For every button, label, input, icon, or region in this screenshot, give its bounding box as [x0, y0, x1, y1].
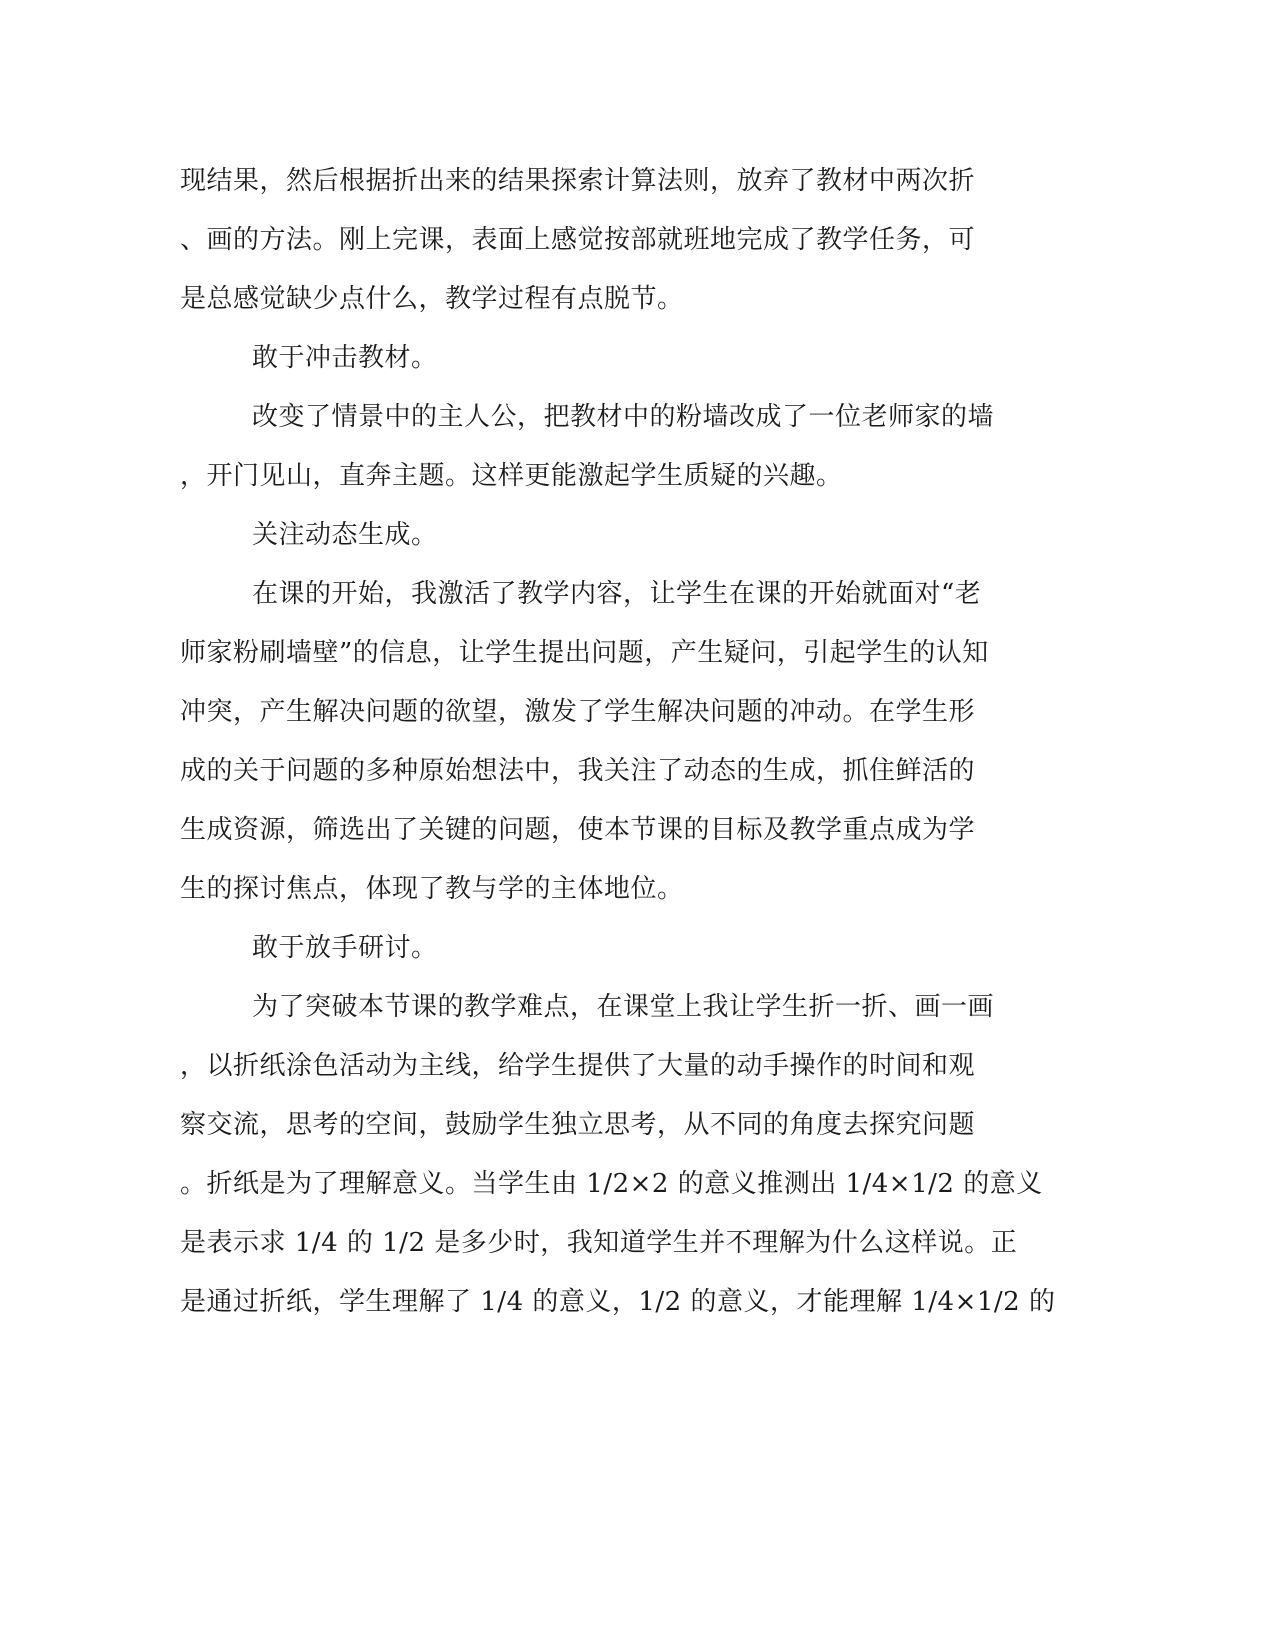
body-text-line: 是通过折纸，学生理解了 1/4 的意义，1/2 的意义，才能理解 1/4×1/2 的 — [180, 1287, 1056, 1317]
section-heading: 关注动态生成。 — [252, 520, 438, 550]
body-text-line: 为了突破本节课的教学难点，在课堂上我让学生折一折、画一画 — [252, 992, 995, 1022]
body-text-line: 。折纸是为了理解意义。当学生由 1/2×2 的意义推测出 1/4×1/2 的意义 — [180, 1169, 1043, 1199]
body-text-line: 、画的方法。刚上完课，表面上感觉按部就班地完成了教学任务，可 — [180, 225, 976, 255]
section-heading: 敢于放手研讨。 — [252, 933, 438, 963]
body-text-line: 是表示求 1/4 的 1/2 是多少时，我知道学生并不理解为什么这样说。正 — [180, 1228, 1018, 1258]
body-text-line: ，开门见山，直奔主题。这样更能激起学生质疑的兴趣。 — [180, 461, 843, 491]
body-text-line: 冲突，产生解决问题的欲望，激发了学生解决问题的冲动。在学生形 — [180, 697, 976, 727]
body-text-line: 在课的开始，我激活了教学内容，让学生在课的开始就面对“老 — [252, 579, 982, 609]
body-text-line: 师家粉刷墙壁”的信息，让学生提出问题，产生疑问，引起学生的认知 — [180, 638, 989, 668]
document-body — [180, 152, 1056, 1332]
body-text-line: ，以折纸涂色活动为主线，给学生提供了大量的动手操作的时间和观 — [180, 1051, 976, 1081]
body-text-line: 察交流，思考的空间，鼓励学生独立思考，从不同的角度去探究问题 — [180, 1110, 976, 1140]
section-heading: 敢于冲击教材。 — [252, 343, 438, 373]
body-text-line: 成的关于问题的多种原始想法中，我关注了动态的生成，抓住鲜活的 — [180, 756, 976, 786]
body-text-line: 生成资源，筛选出了关键的问题，使本节课的目标及教学重点成为学 — [180, 815, 976, 845]
body-text-line: 生的探讨焦点，体现了教与学的主体地位。 — [180, 874, 684, 904]
body-text-line: 改变了情景中的主人公，把教材中的粉墙改成了一位老师家的墙 — [252, 402, 995, 432]
body-text-line: 是总感觉缺少点什么，教学过程有点脱节。 — [180, 284, 684, 314]
body-text-line: 现结果，然后根据折出来的结果探索计算法则，放弃了教材中两次折 — [180, 166, 976, 196]
